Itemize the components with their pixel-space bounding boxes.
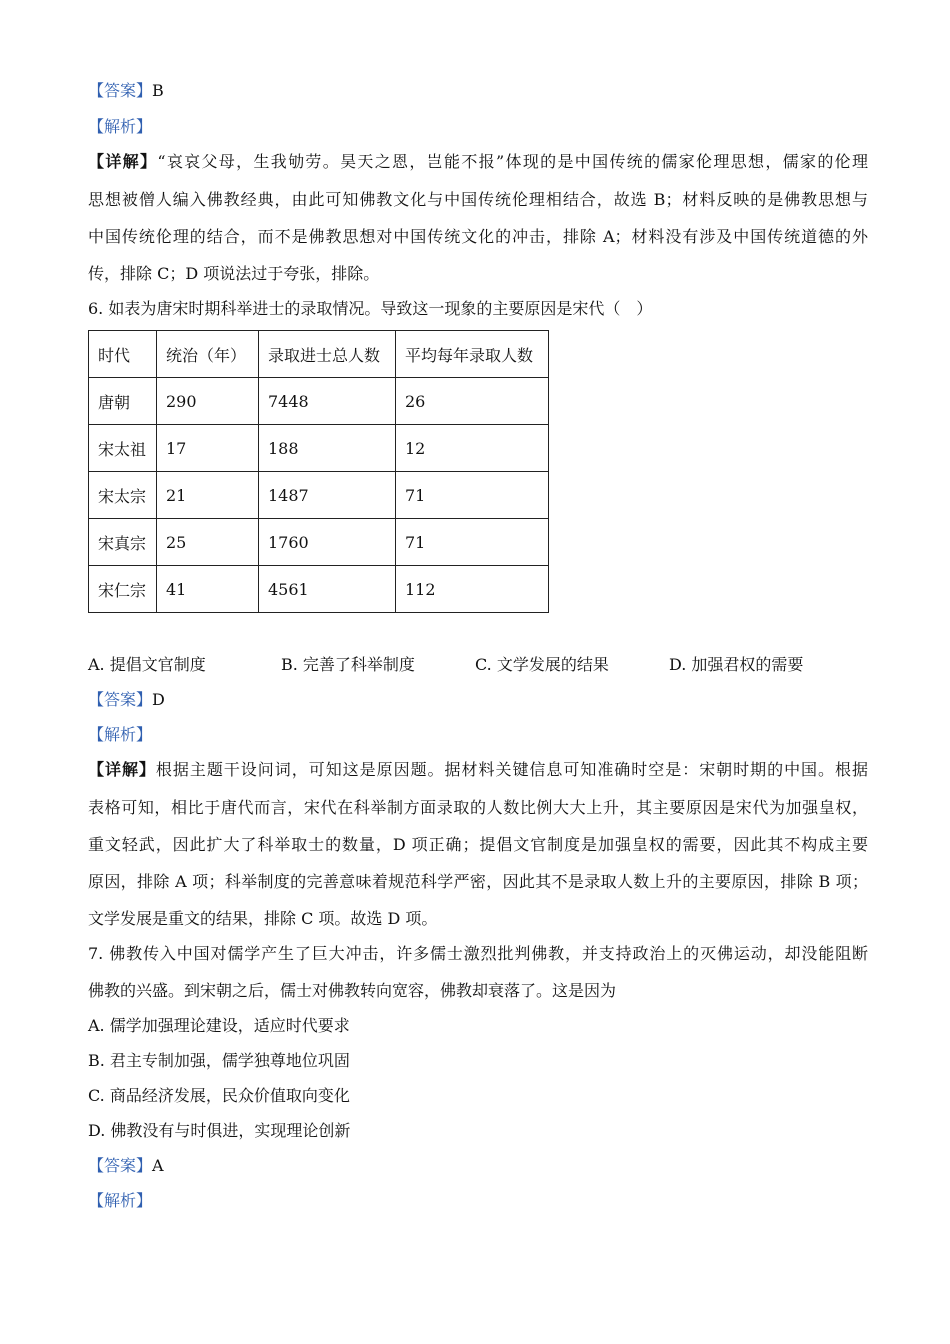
table-cell: 1487 (259, 472, 396, 519)
q6-option-d: D. 加强君权的需要 (669, 655, 804, 674)
q7-option-d: D. 佛教没有与时俱进，实现理论创新 (88, 1121, 351, 1140)
table-row (89, 519, 549, 566)
table-cell: 21 (157, 472, 259, 519)
q6-answer (88, 690, 165, 710)
table-row (89, 566, 549, 613)
detail-text: “哀哀父母，生我劬劳。昊天之恩，岂能不报”体现的是中国传统的儒家伦理思想，儒家的伦理 (157, 152, 868, 171)
table-cell: 71 (396, 472, 549, 519)
table-cell: 4561 (259, 566, 396, 613)
q7-stem-line-2: 佛教的兴盛。到宋朝之后，儒士对佛教转向宽容，佛教却衰落了。这是因为 (88, 981, 617, 1000)
table-header-cell: 录取进士总人数 (259, 331, 396, 378)
q6-stem: 6. 如表为唐宋时期科举进士的录取情况。导致这一现象的主要原因是宋代（ ） (88, 299, 653, 318)
table-header-cell: 平均每年录取人数 (396, 331, 549, 378)
q5-analysis-tag: 【解析】 (88, 117, 153, 136)
table-cell: 17 (157, 425, 259, 472)
table-cell: 1760 (259, 519, 396, 566)
answer-value: D (152, 690, 165, 709)
q5-detail-line-4: 传，排除 C；D 项说法过于夸张，排除。 (88, 264, 380, 283)
table-cell: 41 (157, 566, 259, 613)
table-cell: 25 (157, 519, 259, 566)
table-cell: 宋真宗 (89, 519, 157, 566)
detail-tag: 【详解】 (88, 152, 158, 171)
answer-value: A (152, 1156, 164, 1175)
answer-tag: 【答案】 (88, 690, 153, 709)
q6-detail-line-3: 重文轻武，因此扩大了科举取士的数量，D 项正确；提倡文官制度是加强皇权的需要，因此其不构成主要 (88, 835, 868, 854)
table-cell: 26 (396, 378, 549, 425)
q6-detail-line-2: 表格可知，相比于唐代而言，宋代在科举制方面录取的人数比例大大上升，其主要原因是宋代为加强皇权， (88, 798, 868, 817)
table-cell: 112 (396, 566, 549, 613)
answer-value: B (152, 81, 164, 100)
q5-detail-line-3: 中国传统伦理的结合，而不是佛教思想对中国传统文化的冲击，排除 A；材料没有涉及中国传统道德的外 (88, 227, 868, 246)
table-header-row (89, 331, 549, 378)
table-cell: 7448 (259, 378, 396, 425)
q6-detail-line-1 (88, 760, 868, 780)
table-cell: 宋太宗 (89, 472, 157, 519)
q7-option-a: A. 儒学加强理论建设，适应时代要求 (88, 1016, 350, 1035)
q5-detail-line-1 (88, 152, 868, 172)
table-cell: 12 (396, 425, 549, 472)
table-header-cell: 时代 (89, 331, 157, 378)
answer-tag: 【答案】 (88, 1156, 153, 1175)
q7-stem-line-1: 7. 佛教传入中国对儒学产生了巨大冲击，许多儒士激烈批判佛教，并支持政治上的灭佛运动，却没能阻断 (88, 944, 868, 963)
table-cell: 188 (259, 425, 396, 472)
table-cell: 唐朝 (89, 378, 157, 425)
q6-option-c: C. 文学发展的结果 (475, 655, 609, 674)
table-header-cell: 统治（年） (157, 331, 259, 378)
table-cell: 71 (396, 519, 549, 566)
table-row (89, 472, 549, 519)
q6-option-a: A. 提倡文官制度 (88, 655, 206, 674)
q7-option-c: C. 商品经济发展，民众价值取向变化 (88, 1086, 350, 1105)
q7-analysis-tag: 【解析】 (88, 1191, 153, 1210)
q6-table (88, 330, 549, 613)
table-cell: 宋太祖 (89, 425, 157, 472)
answer-tag: 【答案】 (88, 81, 153, 100)
q6-option-b: B. 完善了科举制度 (281, 655, 415, 674)
q6-detail-line-5: 文学发展是重文的结果，排除 C 项。故选 D 项。 (88, 909, 438, 928)
q5-detail-line-2: 思想被僧人编入佛教经典，由此可知佛教文化与中国传统伦理相结合，故选 B；材料反映的是佛教思想与 (88, 190, 868, 209)
table-row (89, 425, 549, 472)
table-row (89, 378, 549, 425)
detail-tag: 【详解】 (88, 760, 156, 779)
q6-analysis-tag: 【解析】 (88, 725, 153, 744)
q5-answer (88, 81, 164, 101)
table-cell: 宋仁宗 (89, 566, 157, 613)
q7-option-b: B. 君主专制加强，儒学独尊地位巩固 (88, 1051, 350, 1070)
q7-answer (88, 1156, 164, 1176)
q6-detail-line-4: 原因，排除 A 项；科举制度的完善意味着规范科学严密，因此其不是录取人数上升的主要原因，排除 B 项； (88, 872, 868, 891)
table-cell: 290 (157, 378, 259, 425)
detail-text: 根据主题干设问词，可知这是原因题。据材料关键信息可知准确时空是：宋朝时期的中国。根据 (155, 760, 868, 779)
